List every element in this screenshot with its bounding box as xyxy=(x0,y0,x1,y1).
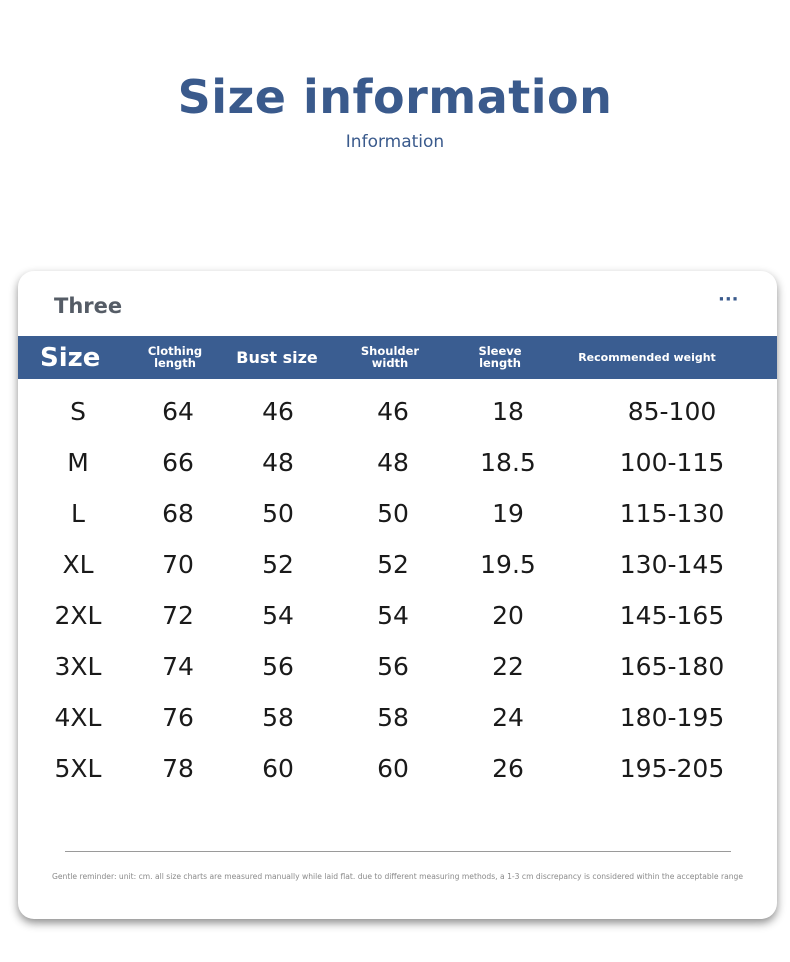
header-clothing-length xyxy=(135,336,215,379)
table-row xyxy=(18,437,777,488)
table-row xyxy=(18,488,777,539)
cell-clothing-length: 74 xyxy=(162,652,194,681)
cell-sleeve-length: 22 xyxy=(492,652,524,681)
cell-sleeve-length: 18 xyxy=(492,397,524,426)
cell-size: 3XL xyxy=(54,652,102,681)
cell-sleeve-length: 19 xyxy=(492,499,524,528)
header-shoulder-width xyxy=(350,336,430,379)
cell-shoulder-width: 54 xyxy=(377,601,409,630)
cell-bust-size: 52 xyxy=(262,550,294,579)
cell-bust-size: 60 xyxy=(262,754,294,783)
cell-size: S xyxy=(70,397,86,426)
header-size: Size xyxy=(40,342,101,373)
cell-shoulder-width: 58 xyxy=(377,703,409,732)
table-row xyxy=(18,590,777,641)
cell-bust-size: 56 xyxy=(262,652,294,681)
card-title: Three xyxy=(54,294,123,318)
cell-bust-size: 48 xyxy=(262,448,294,477)
cell-shoulder-width: 60 xyxy=(377,754,409,783)
cell-size: 5XL xyxy=(54,754,102,783)
cell-sleeve-length: 19.5 xyxy=(480,550,536,579)
header-shoulder-line1: Shoulder xyxy=(360,344,420,358)
cell-shoulder-width: 56 xyxy=(377,652,409,681)
cell-size: 4XL xyxy=(54,703,102,732)
cell-bust-size: 58 xyxy=(262,703,294,732)
cell-bust-size: 46 xyxy=(262,397,294,426)
more-icon[interactable]: ··· xyxy=(718,289,739,310)
header-recommended-weight: Recommended weight xyxy=(578,351,716,364)
cell-sleeve-length: 20 xyxy=(492,601,524,630)
page-title: Size information xyxy=(177,70,613,124)
cell-clothing-length: 68 xyxy=(162,499,194,528)
table-body xyxy=(18,386,777,794)
cell-recommended-weight: 85-100 xyxy=(627,397,717,426)
header-shoulder-line2: width xyxy=(371,355,409,370)
table-header xyxy=(18,336,777,379)
table-row xyxy=(18,539,777,590)
cell-sleeve-length: 24 xyxy=(492,703,524,732)
cell-sleeve-length: 26 xyxy=(492,754,524,783)
divider xyxy=(65,851,731,852)
header-sleeve-line2: length xyxy=(479,355,521,370)
size-chart-card xyxy=(18,271,777,919)
cell-size: 2XL xyxy=(54,601,102,630)
cell-shoulder-width: 50 xyxy=(377,499,409,528)
header-bust-size: Bust size xyxy=(236,347,318,367)
cell-recommended-weight: 195-205 xyxy=(619,754,725,783)
cell-shoulder-width: 46 xyxy=(377,397,409,426)
cell-size: XL xyxy=(62,550,94,579)
measurement-note: Gentle reminder: unit: cm. all size charts are measured manually while laid flat. due to different measuring methods, a 1-3 cm discrepancy is considered within the acceptable range xyxy=(51,872,744,881)
cell-clothing-length: 70 xyxy=(162,550,194,579)
cell-bust-size: 54 xyxy=(262,601,294,630)
cell-clothing-length: 72 xyxy=(162,601,194,630)
cell-size: L xyxy=(71,499,85,528)
cell-clothing-length: 76 xyxy=(162,703,194,732)
cell-clothing-length: 64 xyxy=(162,397,194,426)
cell-recommended-weight: 100-115 xyxy=(619,448,725,477)
header-sleeve-line1: Sleeve xyxy=(478,344,522,358)
header-sleeve-length xyxy=(460,336,540,379)
table-row xyxy=(18,692,777,743)
cell-clothing-length: 78 xyxy=(162,754,194,783)
table-row xyxy=(18,641,777,692)
cell-recommended-weight: 130-145 xyxy=(619,550,725,579)
cell-shoulder-width: 52 xyxy=(377,550,409,579)
cell-recommended-weight: 115-130 xyxy=(619,499,725,528)
header-clothing-line2: length xyxy=(154,355,196,370)
table-row xyxy=(18,743,777,794)
cell-bust-size: 50 xyxy=(262,499,294,528)
cell-clothing-length: 66 xyxy=(162,448,194,477)
header-clothing-line1: Clothing xyxy=(147,344,203,358)
cell-recommended-weight: 165-180 xyxy=(619,652,725,681)
cell-size: M xyxy=(67,448,89,477)
cell-recommended-weight: 180-195 xyxy=(619,703,725,732)
page-subtitle: Information xyxy=(345,132,445,152)
cell-recommended-weight: 145-165 xyxy=(619,601,725,630)
cell-shoulder-width: 48 xyxy=(377,448,409,477)
table-row xyxy=(18,386,777,437)
cell-sleeve-length: 18.5 xyxy=(480,448,536,477)
